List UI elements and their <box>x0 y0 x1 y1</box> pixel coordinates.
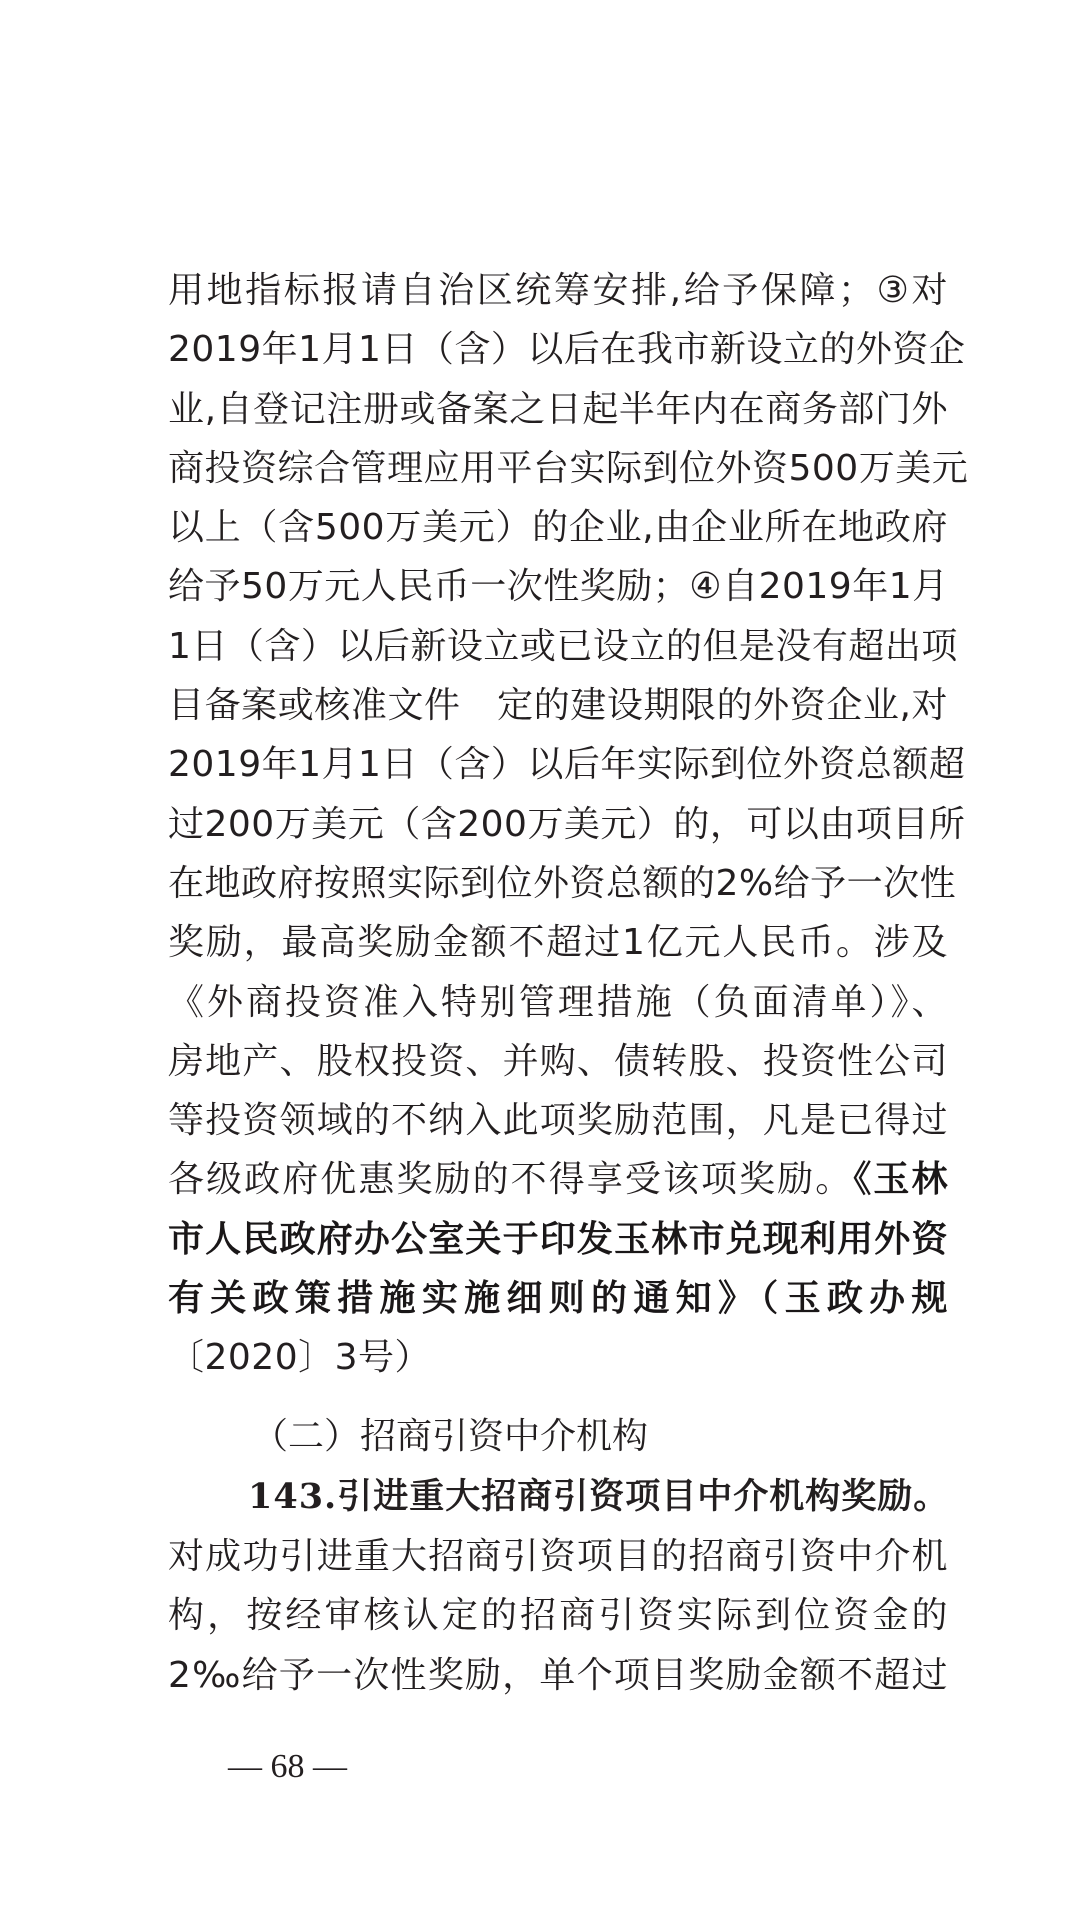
text-line: 2019年1月1日（含）以后年实际到位外资总额超 <box>168 744 966 786</box>
text-line: 用地指标报请自治区统筹安排,给予保障；③对 <box>168 270 948 311</box>
text-line: 业,自登记注册或备案之日起半年内在商务部门外 <box>168 388 948 430</box>
item-title: 143.引进重大招商引资项目中介机构奖励。 <box>248 1476 950 1517</box>
text-line: 2‰给予一次性奖励，单个项目奖励金额不超过 <box>168 1654 948 1696</box>
policy-citation-start: 《玉林 <box>853 1159 948 1201</box>
paragraph-continuation <box>168 261 969 1388</box>
text-line: 2019年1月1日（含）以后在我市新设立的外资企 <box>168 329 966 371</box>
text-line: 以上（含500万美元）的企业,由企业所在地政府 <box>168 507 948 549</box>
text-line: 目备案或核准文件 定的建设期限的外资企业,对 <box>168 685 948 727</box>
text-line: 在地政府按照实际到位外资总额的2%给予一次性 <box>168 862 957 904</box>
text-line: 给予50万元人民币一次性奖励；④自2019年1月 <box>168 566 949 608</box>
text-line: 对成功引进重大招商引资项目的招商引资中介机 <box>168 1536 948 1577</box>
text-line: 房地产、股权投资、并购、债转股、投资性公司 <box>168 1040 948 1082</box>
text-line: 《外商投资准入特别管理措施（负面清单）》、 <box>168 981 948 1023</box>
text-plain: 各级政府优惠奖励的不得享受该项奖励。 <box>168 1159 854 1201</box>
text-line: 等投资领域的不纳入此项奖励范围，凡是已得过 <box>168 1100 948 1142</box>
policy-citation-line: 有关政策措施实施细则的通知》（玉政办规 <box>168 1278 948 1320</box>
section-heading: （二）招商引资中介机构 <box>252 1416 649 1457</box>
page-number: — 68 — <box>228 1748 347 1785</box>
text-line-mixed <box>168 1150 948 1209</box>
item-body <box>168 1527 948 1705</box>
text-line: 构，按经审核认定的招商引资实际到位资金的 <box>168 1595 948 1637</box>
policy-citation-line: 市人民政府办公室关于印发玉林市兑现利用外资 <box>168 1218 948 1260</box>
text-line: 商投资综合管理应用平台实际到位外资500万美元 <box>168 447 969 489</box>
text-line: 1日（含）以后新设立或已设立的但是没有超出项 <box>168 625 958 667</box>
document-number: 〔2020〕3号） <box>168 1337 432 1379</box>
text-line: 过200万美元（含200万美元）的，可以由项目所 <box>168 803 966 845</box>
text-line: 奖励，最高奖励金额不超过1亿元人民币。涉及 <box>168 922 948 964</box>
